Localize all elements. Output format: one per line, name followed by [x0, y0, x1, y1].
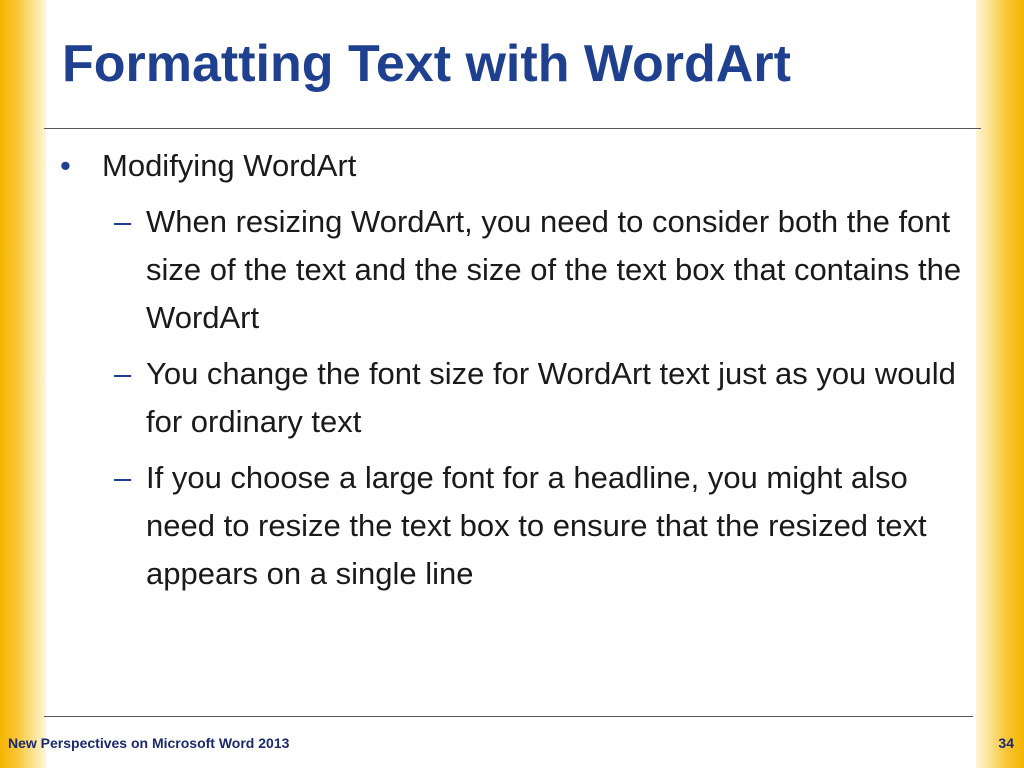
- footer-divider: [44, 716, 973, 717]
- dash-icon: –: [114, 204, 132, 239]
- sub-bullet-text: When resizing WordArt, you need to consider both the font size of the text and the size of the text box that contains the WordArt: [146, 204, 962, 335]
- sub-bullet-item: [60, 350, 980, 446]
- slide-body: [60, 142, 980, 606]
- sub-bullet-item: [60, 454, 980, 598]
- dash-icon: –: [114, 356, 132, 391]
- sub-bullet-text: You change the font size for WordArt text just as you would for ordinary text: [146, 356, 956, 439]
- left-decorative-band: [0, 0, 46, 768]
- dash-icon: –: [114, 460, 132, 495]
- sub-bullet-text: If you choose a large font for a headline, you might also need to resize the text box to ensure that the resized text appears on a single line: [146, 460, 927, 591]
- bullet-item: [60, 142, 980, 190]
- right-decorative-band: [976, 0, 1024, 768]
- slide-title: Formatting Text with WordArt: [62, 35, 791, 93]
- bullet-text: Modifying WordArt: [102, 148, 357, 183]
- title-divider: [44, 128, 981, 129]
- sub-bullet-item: [60, 198, 980, 342]
- bullet-dot-icon: •: [60, 148, 71, 183]
- footer-caption: New Perspectives on Microsoft Word 2013: [8, 735, 290, 751]
- page-number: 34: [998, 735, 1014, 751]
